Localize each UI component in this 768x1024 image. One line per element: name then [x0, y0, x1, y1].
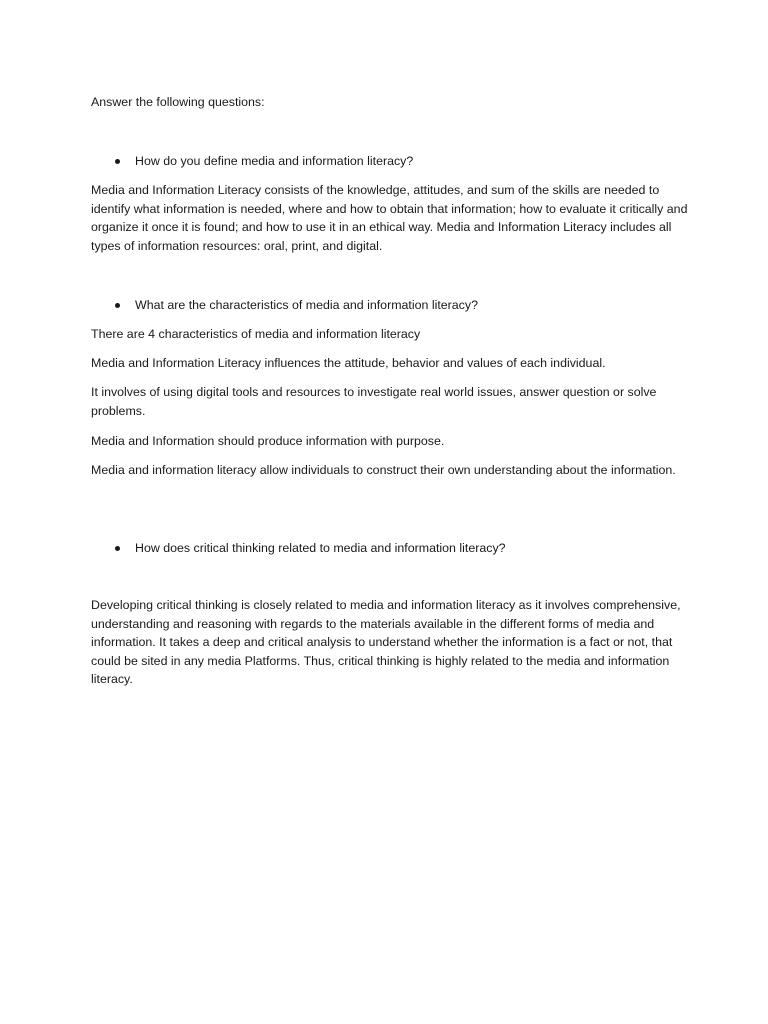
- bullet-icon: [115, 159, 120, 164]
- answer-3: Developing critical thinking is closely related to media and information literacy as it involves comprehensive, understanding and reasoning with regards to the materials available in the different forms of media and information. It takes a deep and critical analysis to understand whether the information is a fact or not, that could be sited in any media Platforms. Thus, critical thinking is highly related to the media and information literacy.: [91, 598, 681, 687]
- answer-1: Media and Information Literacy consists of the knowledge, attitudes, and sum of the skills are needed to identify what information is needed, where and how to obtain that information; how to evaluate it critically and organize it once it is found; and how to use it in an ethical way. Media and Information Literacy includes all types of information resources: oral, print, and digital.: [91, 183, 688, 253]
- question-1: [91, 152, 691, 171]
- characteristic-3: Media and Information should produce information with purpose.: [91, 434, 445, 448]
- question-3: [91, 539, 691, 558]
- bullet-icon: [115, 546, 120, 551]
- characteristic-1: Media and Information Literacy influences the attitude, behavior and values of each individual.: [91, 356, 606, 370]
- question-2-text: What are the characteristics of media and information literacy?: [135, 298, 478, 312]
- bullet-icon: [115, 303, 120, 308]
- characteristic-4: Media and information literacy allow individuals to construct their own understanding about the information.: [91, 463, 676, 477]
- intro-text: Answer the following questions:: [91, 95, 265, 109]
- question-2: [91, 296, 691, 315]
- question-1-text: How do you define media and information literacy?: [135, 154, 414, 168]
- answer-2-lead: There are 4 characteristics of media and information literacy: [91, 327, 421, 341]
- question-3-text: How does critical thinking related to media and information literacy?: [135, 541, 506, 555]
- characteristic-2: It involves of using digital tools and resources to investigate real world issues, answer question or solve problems.: [91, 385, 657, 418]
